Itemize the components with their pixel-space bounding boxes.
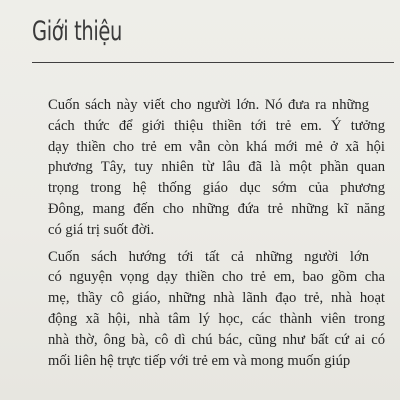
paragraph-2: [32, 247, 385, 372]
text-line: Đông, mang đến cho những đứa trẻ những kĩ năng: [48, 200, 385, 217]
text-line: có nguyện vọng dạy thiền cho trẻ em, bao gồm cha: [48, 269, 385, 286]
text-line: trọng trong hệ thống giáo dục sớm của phương: [48, 180, 385, 197]
paragraph-1: [32, 95, 385, 241]
text-line: có giá trị suốt đời.: [48, 221, 155, 238]
section-heading: Giới thiệu: [32, 16, 122, 47]
body-text: [32, 95, 385, 371]
text-line: động xã hội, nhà tâm lý học, các thành viên trong: [48, 310, 385, 327]
text-line: cách thức để giới thiệu thiền tới trẻ em. Ý tưởng: [48, 117, 385, 134]
text-line: Cuốn sách này viết cho người lớn. Nó đưa ra những: [48, 97, 369, 113]
text-line: nhà thờ, ông bà, cô dì chú bác, cũng như bất cứ ai có: [48, 331, 385, 348]
text-line: mối liên hệ trực tiếp với trẻ em và mong muốn giúp: [48, 352, 351, 369]
text-line: phương Tây, tuy nhiên từ lâu đã là một phần quan: [48, 159, 385, 176]
heading-underline: [32, 62, 394, 63]
text-line: dạy thiền cho trẻ em vẫn còn khá mới mẻ ở xã hội: [48, 138, 385, 155]
text-line: mẹ, thầy cô giáo, những nhà lãnh đạo trẻ, nhà hoạt: [48, 290, 385, 307]
text-line: Cuốn sách hướng tới tất cả những người lớn: [48, 248, 369, 265]
